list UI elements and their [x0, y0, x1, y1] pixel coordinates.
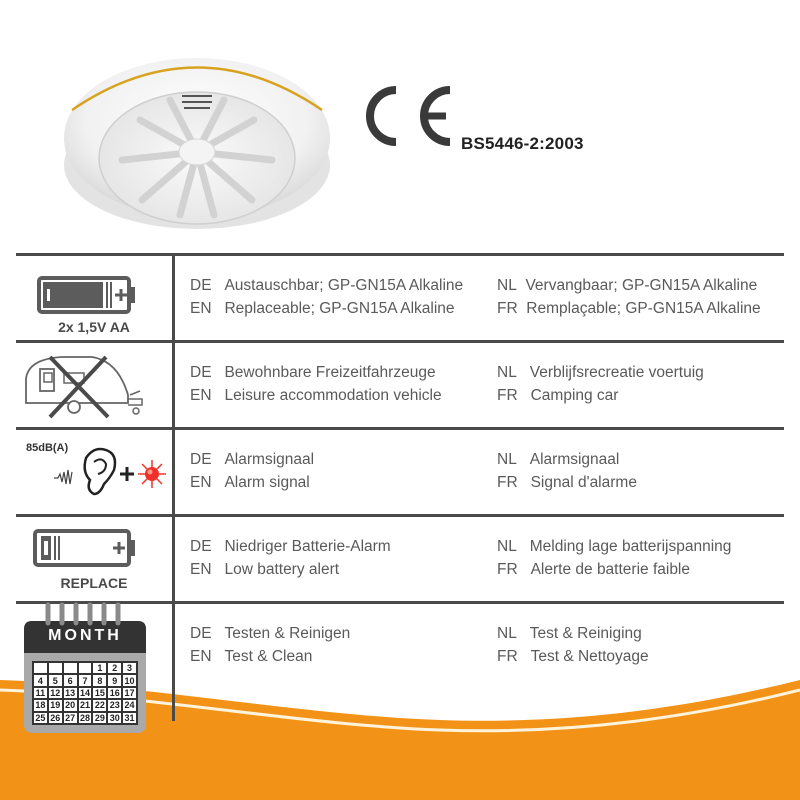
lang-code: FR	[497, 474, 518, 491]
spec-row-battery	[16, 253, 784, 340]
caravan-crossed-icon	[22, 351, 148, 421]
calendar-day: 8	[92, 674, 107, 686]
label-text: Test & Reiniging	[529, 625, 642, 642]
calendar-day: 5	[48, 674, 63, 686]
icon-cell	[16, 343, 175, 427]
calendar-day: 14	[78, 687, 93, 699]
calendar-month-icon	[22, 601, 148, 734]
label-nl	[497, 364, 704, 382]
lang-code: FR	[497, 648, 518, 665]
lang-code: EN	[190, 648, 212, 665]
lang-code: DE	[190, 625, 212, 642]
icon-cell	[16, 430, 175, 514]
calendar-day: 11	[33, 687, 48, 699]
label-de	[190, 538, 391, 556]
lang-code: EN	[190, 561, 212, 578]
text-cell	[175, 343, 784, 427]
lang-code: EN	[190, 387, 212, 404]
calendar-day: 22	[92, 699, 107, 711]
lang-code: FR	[497, 300, 518, 317]
label-fr	[497, 648, 649, 666]
calendar-day: 25	[33, 712, 48, 724]
label-nl	[497, 625, 642, 643]
lang-code: NL	[497, 277, 517, 294]
calendar-day: 7	[78, 674, 93, 686]
calendar-day: 29	[92, 712, 107, 724]
calendar-day: 10	[122, 674, 137, 686]
label-text: Leisure accommodation vehicle	[224, 387, 442, 404]
calendar-day: 19	[48, 699, 63, 711]
replace-caption: REPLACE	[60, 575, 128, 591]
text-cell	[175, 256, 784, 340]
decibel-label: 85dB(A)	[26, 442, 69, 454]
calendar-day: 1	[92, 662, 107, 674]
calendar-day: 28	[78, 712, 93, 724]
text-cell	[175, 604, 784, 721]
ear-sound-led-icon	[38, 444, 168, 502]
calendar-day	[48, 662, 63, 674]
label-nl	[497, 451, 619, 469]
calendar-title: MONTH	[48, 627, 122, 644]
calendar-day: 4	[33, 674, 48, 686]
label-de	[190, 451, 314, 469]
label-fr	[497, 300, 761, 318]
calendar-day: 12	[48, 687, 63, 699]
lang-code: DE	[190, 451, 212, 468]
label-text: Alarmsignaal	[529, 451, 620, 468]
calendar-day: 30	[107, 712, 122, 724]
label-text: Niedriger Batterie-Alarm	[224, 538, 391, 555]
lang-code: DE	[190, 538, 212, 555]
calendar-day: 18	[33, 699, 48, 711]
label-text: Vervangbaar; GP-GN15A Alkaline	[525, 277, 758, 294]
label-text: Bewohnbare Freizeitfahrzeuge	[224, 364, 436, 381]
smoke-detector-image	[62, 30, 332, 235]
lang-code: NL	[497, 625, 517, 642]
lang-code: EN	[190, 474, 212, 491]
label-fr	[497, 387, 618, 405]
lang-code: FR	[497, 387, 518, 404]
label-fr	[497, 474, 637, 492]
label-text: Remplaçable; GP-GN15A Alkaline	[526, 300, 761, 317]
text-cell	[175, 517, 784, 601]
label-text: Signal d'alarme	[530, 474, 637, 491]
calendar-day: 20	[63, 699, 78, 711]
lang-code: DE	[190, 277, 212, 294]
text-cell	[175, 430, 784, 514]
label-text: Testen & Reinigen	[224, 625, 351, 642]
lang-code: NL	[497, 538, 517, 555]
label-text: Melding lage batterijspanning	[529, 538, 732, 555]
calendar-day: 6	[63, 674, 78, 686]
icon-cell	[16, 256, 175, 340]
calendar-day	[33, 662, 48, 674]
lang-code: DE	[190, 364, 212, 381]
calendar-day: 9	[107, 674, 122, 686]
label-en	[190, 387, 442, 405]
calendar-day	[78, 662, 93, 674]
battery-low-icon	[33, 529, 138, 569]
label-en	[190, 300, 455, 318]
spec-row-low-battery	[16, 514, 784, 601]
label-en	[190, 474, 310, 492]
calendar-day: 21	[78, 699, 93, 711]
calendar-grid	[32, 661, 138, 725]
spec-row-alarm	[16, 427, 784, 514]
label-de	[190, 364, 436, 382]
ce-mark-icon	[362, 86, 454, 146]
battery-full-icon	[37, 276, 137, 316]
label-text: Verblijfsrecreatie voertuig	[529, 364, 704, 381]
label-de	[190, 277, 463, 295]
lang-code: FR	[497, 561, 518, 578]
label-en	[190, 648, 312, 666]
lang-code: EN	[190, 300, 212, 317]
icon-cell	[16, 517, 175, 601]
label-text: Test & Clean	[224, 648, 313, 665]
calendar-day: 13	[63, 687, 78, 699]
label-text: Alarmsignaal	[224, 451, 315, 468]
calendar-day: 27	[63, 712, 78, 724]
label-en	[190, 561, 339, 579]
calendar-day: 15	[92, 687, 107, 699]
calendar-day: 31	[122, 712, 137, 724]
battery-caption: 2x 1,5V AA	[58, 319, 130, 335]
calendar-day: 16	[107, 687, 122, 699]
label-nl	[497, 538, 731, 556]
calendar-day: 26	[48, 712, 63, 724]
label-text: Camping car	[530, 387, 619, 404]
label-text: Alarm signal	[224, 474, 310, 491]
lang-code: NL	[497, 364, 517, 381]
label-text: Test & Nettoyage	[530, 648, 649, 665]
label-text: Alerte de batterie faible	[530, 561, 690, 578]
label-de	[190, 625, 350, 643]
calendar-day: 23	[107, 699, 122, 711]
label-text: Austauschbar; GP-GN15A Alkaline	[224, 277, 464, 294]
label-text: Low battery alert	[224, 561, 340, 578]
label-text: Replaceable; GP-GN15A Alkaline	[224, 300, 455, 317]
standard-label: BS5446-2:2003	[461, 134, 584, 153]
spec-row-vehicle	[16, 340, 784, 427]
calendar-day	[63, 662, 78, 674]
calendar-day: 2	[107, 662, 122, 674]
lang-code: NL	[497, 451, 517, 468]
calendar-day: 3	[122, 662, 137, 674]
calendar-day: 24	[122, 699, 137, 711]
calendar-day: 17	[122, 687, 137, 699]
label-fr	[497, 561, 690, 579]
label-nl	[497, 277, 757, 295]
